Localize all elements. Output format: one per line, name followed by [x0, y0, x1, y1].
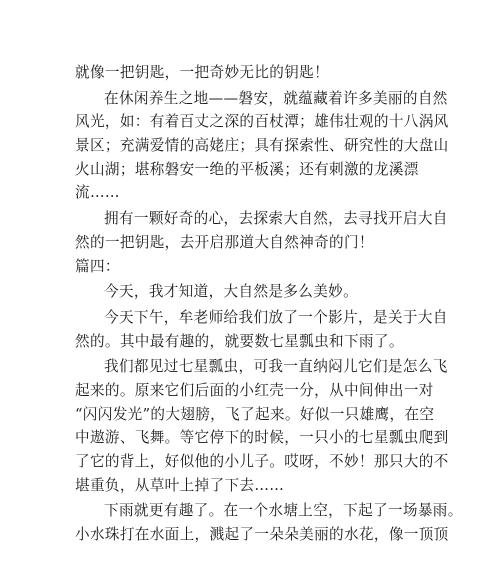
text-line-7: 拥有一颗好奇的心，去探索大自然，去寻找开启大自 — [104, 210, 448, 228]
text-line-20: 小水珠打在水面上，溅起了一朵朵美丽的水花，像一顶顶 — [75, 526, 449, 544]
text-line-4: 景区；充满爱情的高姥庄；具有探索性、研究性的大盘山 — [75, 137, 449, 155]
section-heading: 篇四： — [75, 257, 120, 275]
text-line-11: 今天下午，牟老师给我们放了一个影片，是关于大自 — [104, 308, 448, 326]
text-line-2: 在休闲养生之地——磐安，就蕴藏着许多美丽的自然 — [104, 89, 448, 107]
text-line-12: 然的。其中最有趣的，就要数七星瓢虫和下雨了。 — [75, 332, 404, 350]
text-line-15: “闪闪发光”的大翅膀，飞了起来。好似一只雄鹰，在空 — [75, 405, 435, 423]
text-line-6: 流…… — [75, 184, 120, 202]
text-line-8: 然的一把钥匙，去开启那道大自然神奇的门！ — [75, 233, 374, 251]
text-line-5: 火山湖；堪称磐安一绝的平板溪；还有刺激的龙溪漂 — [75, 160, 419, 178]
text-line-19: 下雨就更有趣了。在一个水塘上空，下起了一场暴雨。 — [104, 502, 463, 520]
text-line-1: 就像一把钥匙，一把奇妙无比的钥匙！ — [75, 64, 330, 81]
text-line-16: 中遨游、飞舞。等它停下的时候，一只小的七星瓢虫爬到 — [75, 429, 449, 447]
text-line-10: 今天，我才知道，大自然是多么美妙。 — [104, 283, 359, 301]
document-body — [75, 61, 463, 547]
text-line-13: 我们都见过七星瓢虫，可我一直纳闷儿它们是怎么飞 — [104, 358, 448, 376]
text-line-3: 风光，如：有着百丈之深的百杖潭；雄伟壮观的十八涡风 — [75, 113, 449, 131]
text-line-14: 起来的。原来它们后面的小红壳一分，从中间伸出一对 — [75, 381, 434, 399]
text-line-17: 了它的背上，好似他的小儿子。哎呀，不妙！那只大的不 — [75, 453, 449, 470]
text-line-18: 堪重负，从草叶上掉了下去…… — [75, 476, 285, 494]
